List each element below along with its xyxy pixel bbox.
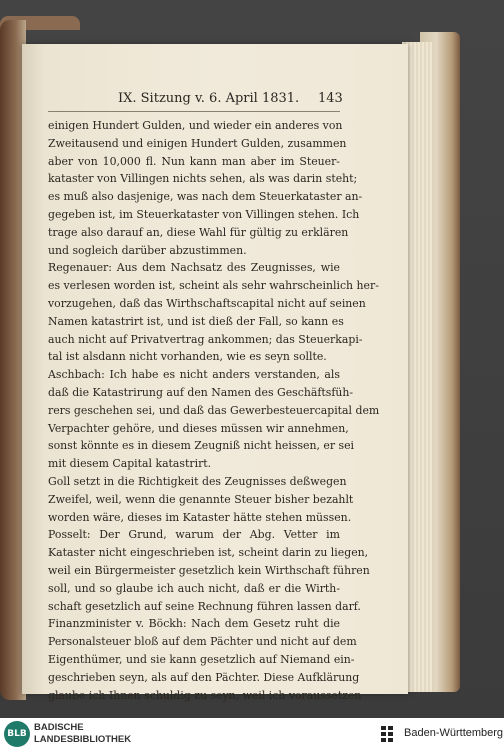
text-line: Regenauer: Aus dem Nachsatz des Zeugnisses, wie	[48, 261, 340, 275]
text-line: Aschbach: Ich habe es nicht anders verstanden, als	[48, 368, 340, 382]
text-line: es muß also dasjenige, was nach dem Steuerkataster an-	[48, 190, 363, 204]
bw-name[interactable]: Baden-Württemberg	[404, 727, 504, 739]
text-line: weil ein Bürgermeister gesetzlich kein Wirthschaft führen	[48, 563, 370, 577]
text-line: Verpachter gehöre, und dieses müssen wir annehmen,	[48, 421, 349, 435]
blb-logo[interactable]: BLB	[4, 721, 30, 747]
text-line: Goll setzt in die Richtigkeit des Zeugnisses deßwegen	[48, 474, 347, 488]
text-line: worden wäre, dieses im Kataster hätte stehen müssen.	[48, 510, 352, 524]
text-line: es verlesen worden ist, scheint als sehr wahrscheinlich her-	[48, 279, 379, 293]
text-line: trage also darauf an, diese Wahl für gültig zu erklären	[48, 225, 349, 239]
text-line: glaube ich Ihnen schuldig zu seyn, weil ich voraussetzen	[48, 688, 362, 702]
text-line: Kataster nicht eingeschrieben ist, scheint darin zu liegen,	[48, 546, 369, 560]
text-line: soll, und so glaube ich auch nicht, daß er die Wirth-	[48, 581, 340, 595]
running-head	[118, 91, 340, 106]
body-text	[48, 117, 380, 704]
text-line: vorzugehen, daß das Wirthschaftscapital nicht auf seinen	[48, 296, 366, 310]
text-line: auch nicht auf Privatvertrag ankommen; das Steuerkapi-	[48, 332, 363, 346]
text-line: Zweifel, weil, wenn die genannte Steuer bisher bezahlt	[48, 492, 354, 506]
text-line: Zweitausend und einigen Hundert Gulden, zusammen	[48, 136, 347, 150]
text-line: tal ist alsdann nicht vorhanden, wie es seyn sollte.	[48, 350, 327, 364]
text-line: Finanzminister v. Böckh: Nach dem Gesetz ruht die	[48, 617, 340, 631]
text-line: daß die Katastrirung auf den Namen des Geschäftsfüh-	[48, 385, 354, 399]
text-line: sonst könnte es in diesem Zeugniß nicht heissen, er sei	[48, 439, 355, 453]
text-line: Personalsteuer bloß auf dem Pächter und nicht auf dem	[48, 635, 357, 649]
running-title: IX. Sitzung v. 6. April 1831.	[118, 91, 300, 106]
text-line: und sogleich darüber abzustimmen.	[48, 243, 247, 257]
text-line: einigen Hundert Gulden, und wieder ein anderes von	[48, 119, 343, 132]
text-line: Eigenthümer, und sie kann gesetzlich auf Niemand ein-	[48, 652, 355, 666]
text-line: rers geschehen sei, und daß das Gewerbesteuercapital dem	[48, 403, 380, 417]
text-line: geschrieben seyn, als auf den Pächter. Diese Aufklärung	[48, 670, 360, 684]
lion-crest-icon	[380, 724, 400, 744]
text-line: gegeben ist, im Steuerkataster von Villingen stehen. Ich	[48, 207, 360, 221]
text-line: aber von 10,000 fl. Nun kann man aber im Steuer-	[48, 154, 340, 168]
text-line: Namen katastrirt ist, und ist dieß der Fall, so kann es	[48, 314, 344, 328]
header-rule	[48, 111, 340, 112]
page-number: 143	[318, 91, 343, 106]
text-line: Posselt: Der Grund, warum der Abg. Vetter im	[48, 528, 340, 542]
text-line: kataster von Villingen nichts sehen, als was darin steht;	[48, 172, 358, 186]
text-line: mit diesem Capital katastrirt.	[48, 457, 212, 471]
blb-name-line1: BADISCHE	[34, 722, 84, 733]
blb-name-line2: LANDESBIBLIOTHEK	[34, 733, 132, 745]
blb-name[interactable]	[34, 722, 131, 745]
text-line: schaft gesetzlich auf seine Rechnung führen lassen darf.	[48, 599, 361, 613]
